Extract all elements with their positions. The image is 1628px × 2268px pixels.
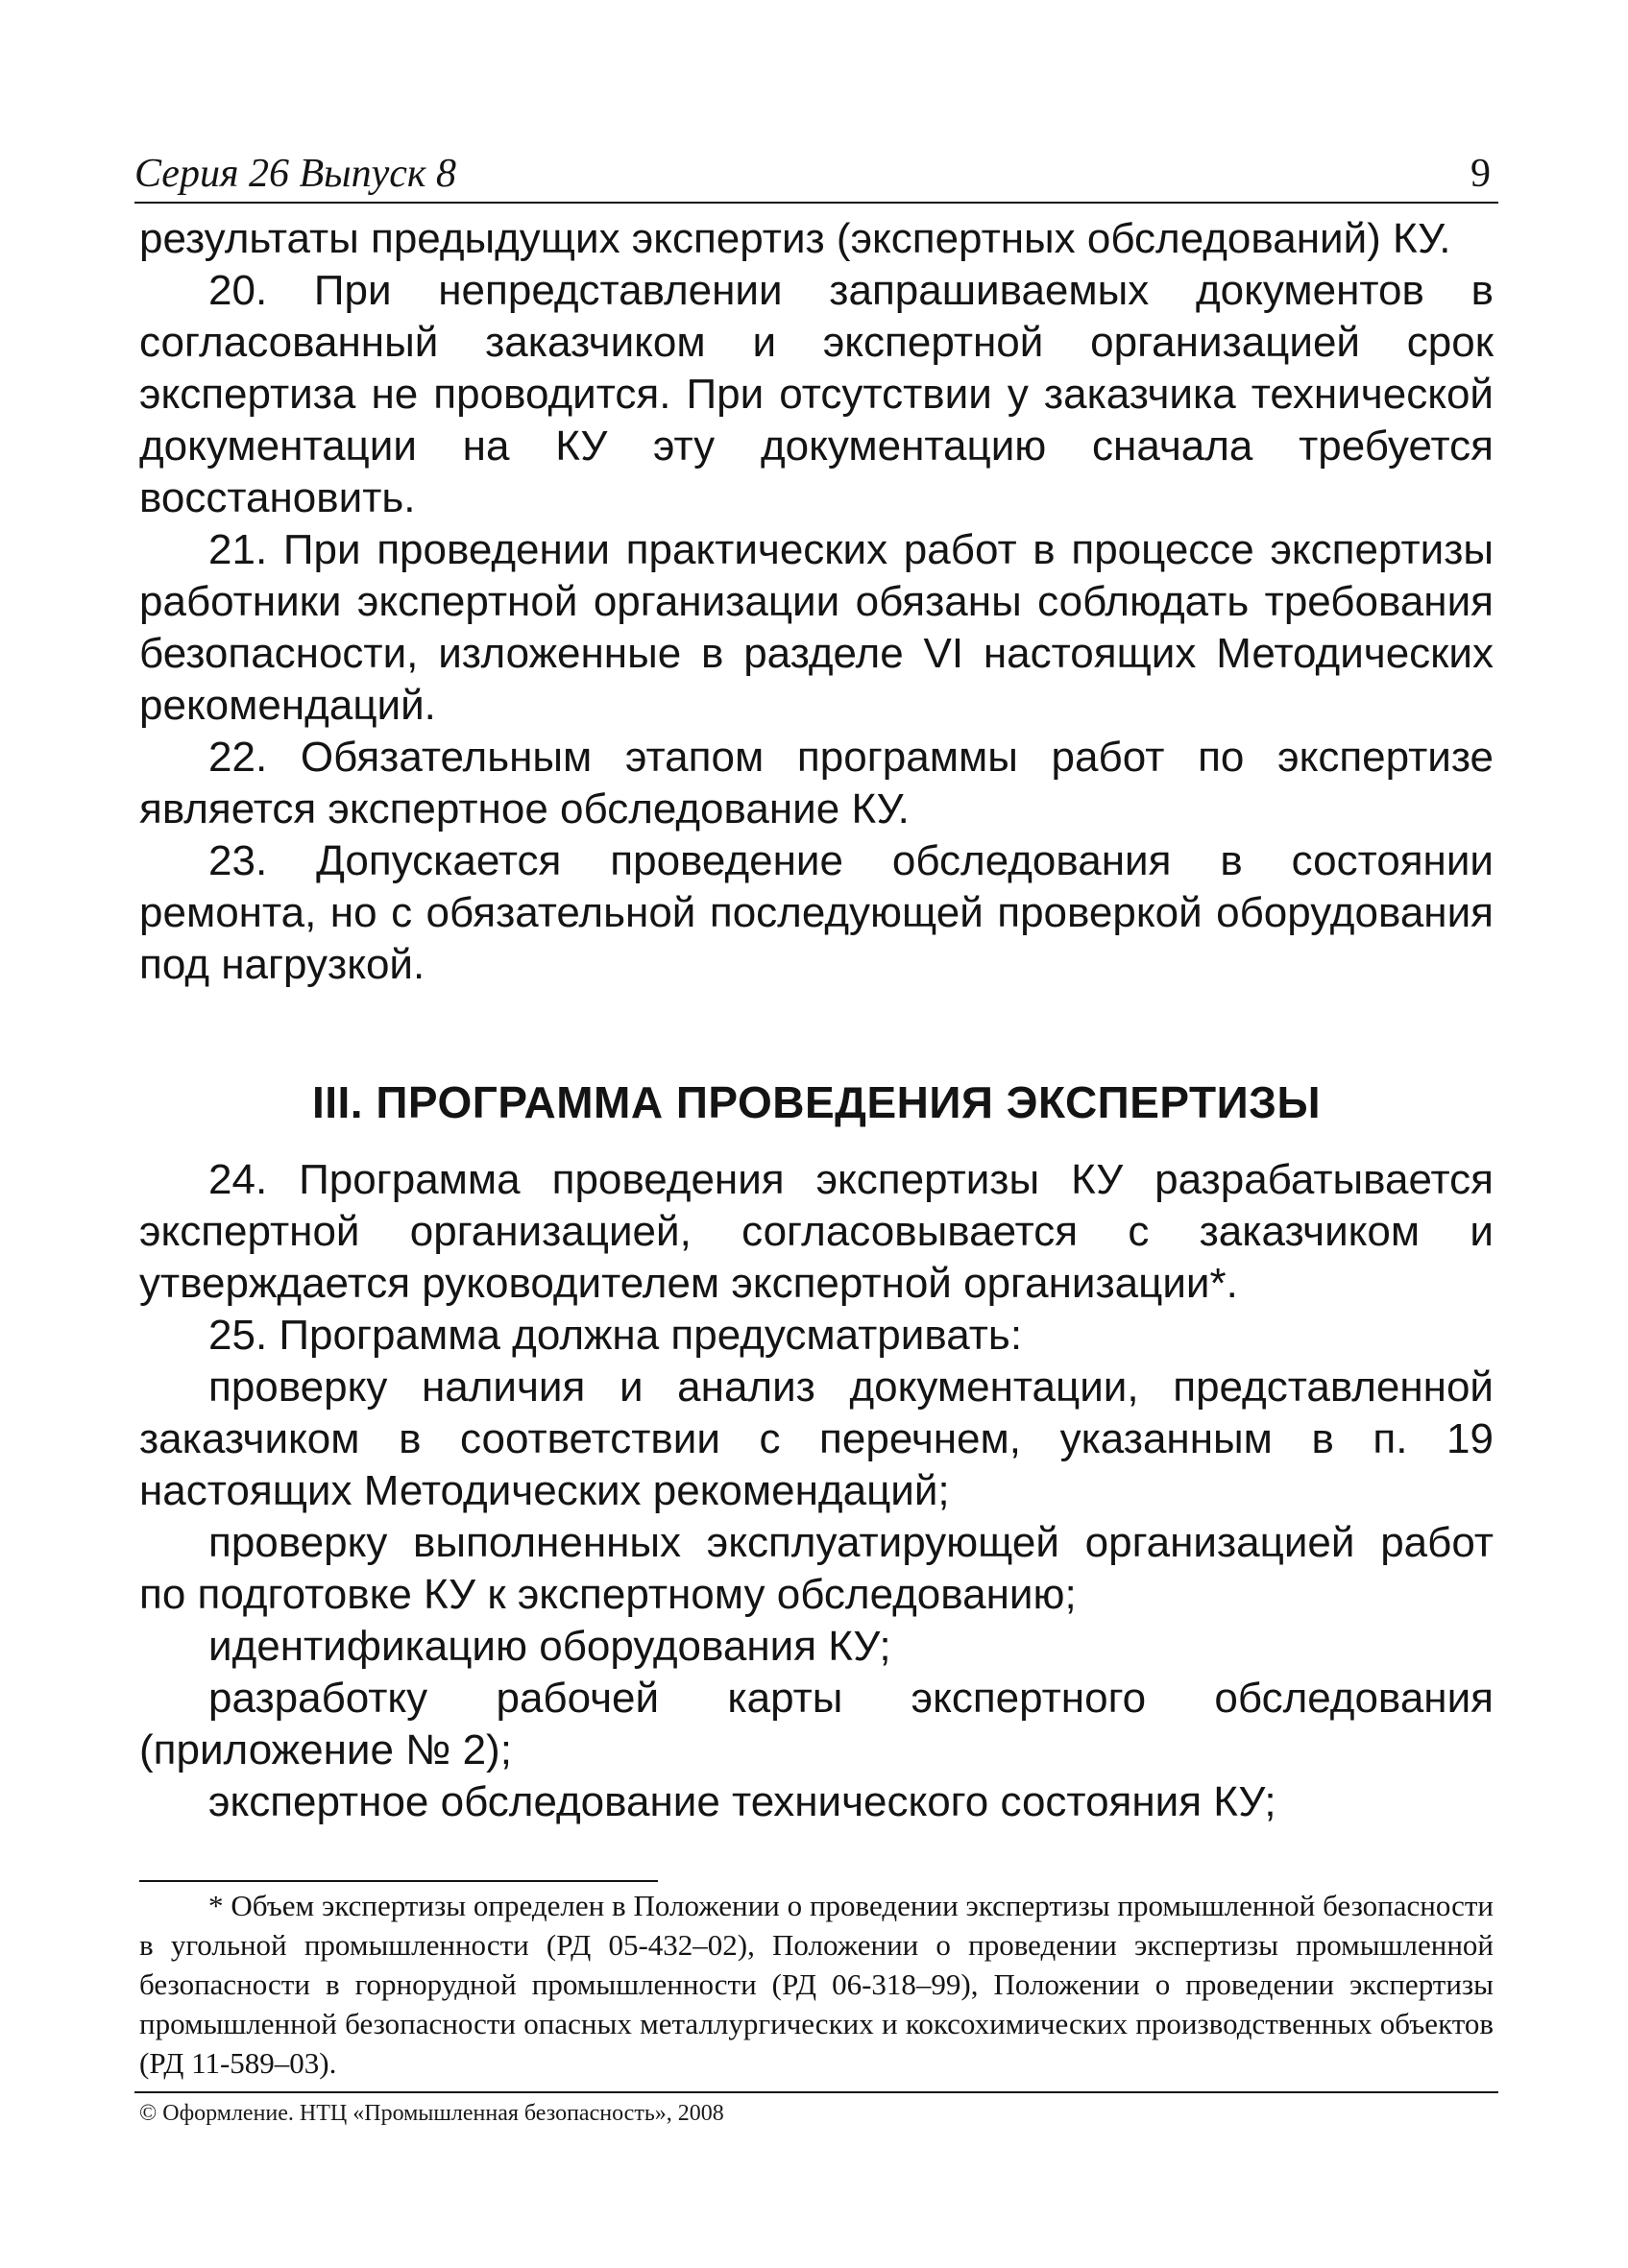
series-title: Серия 26 Выпуск 8 — [134, 152, 456, 196]
section-heading: III. ПРОГРАММА ПРОВЕДЕНИЯ ЭКСПЕРТИЗЫ — [311, 1077, 1322, 1127]
footnote-divider — [139, 1880, 658, 1882]
main-text — [139, 213, 1494, 1828]
copyright-divider — [134, 2091, 1498, 2093]
paragraph-continuation: результаты предыдущих экспертиз (экспертных обследований) КУ. — [139, 215, 1451, 262]
paragraph-23: 23. Допускается проведение обследования в состоянии ремонта, но с обязательной последующей проверкой оборудования под нагрузкой. — [139, 837, 1494, 988]
copyright-notice: © Оформление. НТЦ «Промышленная безопасность», 2008 — [139, 2101, 724, 2126]
list-item: разработку рабочей карты экспертного обследования (приложение № 2); — [139, 1675, 1494, 1773]
paragraph-20: 20. При непредставлении запрашиваемых документов в согласованный заказчиком и экспертной организацией срок экспертиза не проводится. При отсутствии у заказчика технической документации на КУ эту документацию сначала требуется восстановить. — [139, 267, 1494, 521]
footnote: * Объем экспертизы определен в Положении о проведении экспертизы промышленной безопасности в угольной промышленности (РД 05-432–02), Положении о проведении экспертизы промышленной безопасности в горнорудной промышленности (РД 06-318–99), Положении о проведении экспертизы промышленной безопасности опасных металлургических и коксохимических производственных объектов (РД 11-589–03). — [139, 1889, 1494, 2080]
paragraph-21: 21. При проведении практических работ в процессе экспертизы работники экспертной организации обязаны соблюдать требования безопасности, изложенные в разделе VI настоящих Методических рекомендаций. — [139, 526, 1494, 729]
list-item: проверку выполненных эксплуатирующей организацией работ по подготовке КУ к экспертному обследованию; — [139, 1519, 1494, 1618]
running-header — [134, 144, 1498, 204]
paragraph-24: 24. Программа проведения экспертизы КУ разрабатывается экспертной организацией, согласовывается с заказчиком и утверждается руководителем экспертной организации*. — [139, 1156, 1494, 1307]
page-number: 9 — [1470, 152, 1491, 196]
paragraph-25: 25. Программа должна предусматривать: — [208, 1312, 1023, 1359]
paragraph-22: 22. Обязательным этапом программы работ по экспертизе является экспертное обследование КУ. — [139, 734, 1494, 832]
list-item: идентификацию оборудования КУ; — [208, 1623, 891, 1670]
list-item: проверку наличия и анализ документации, представленной заказчиком в соответствии с перечнем, указанным в п. 19 настоящих Методических рекомендаций; — [139, 1363, 1494, 1514]
list-item: экспертное обследование технического состояния КУ; — [208, 1778, 1276, 1825]
